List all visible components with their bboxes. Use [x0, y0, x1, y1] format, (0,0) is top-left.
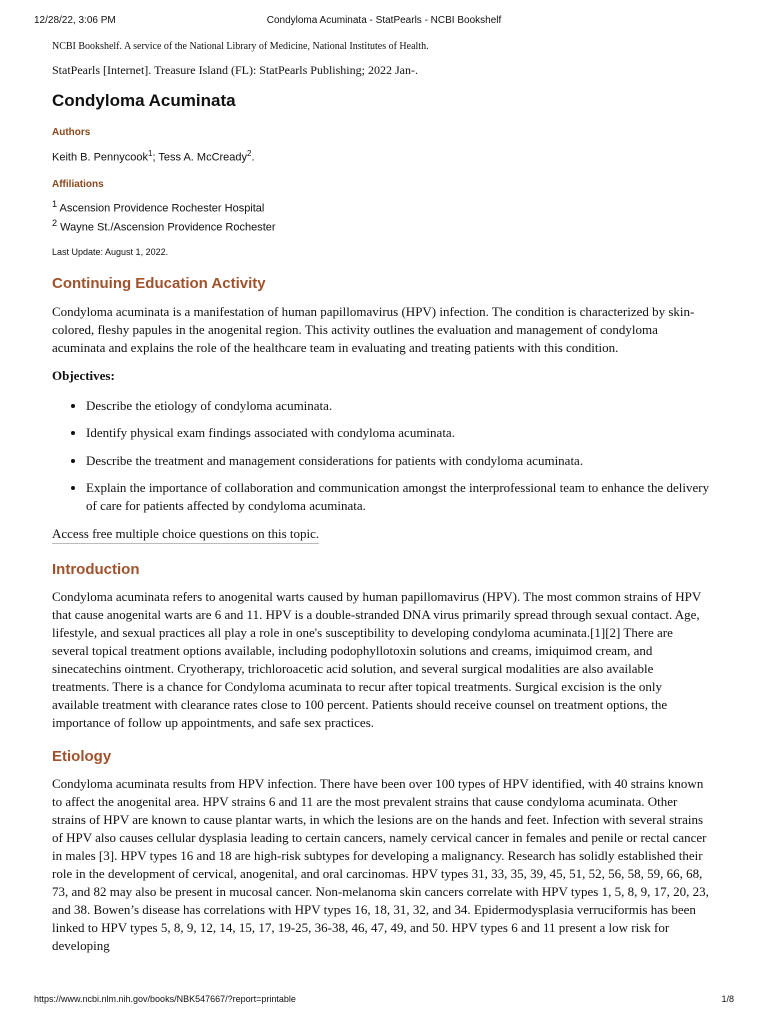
section-paragraph: Condyloma acuminata refers to anogenital warts caused by human papillomavirus (HPV). The most common strains of HPV that cause anogenital warts are 6 and 11. HPV is a double-stranded DNA virus primarily spread through sexual contact. Age, lifestyle, and sexual practices all play a role in one's susceptibility to developing condyloma acuminata.[1][2] There are several topical treatment options available, including podophyllotoxin solutions and creams, imiquimod cream, and sinecatechins ointment. Cryotherapy, trichloroacetic acid solution, and several surgical modalities are also available treatments. There is a chance for Condyloma acuminata to recur after topical treatments. Surgical excision is the only available treatment with clearance rates close to 100 percent. Patients should receive counsel on treatment options, the importance of follow up appointments, and safe sex practices.: [52, 588, 702, 730]
section-introduction: [52, 560, 712, 732]
section-continuing-education: [52, 274, 712, 543]
affiliation-text: Wayne St./Ascension Providence Rochester: [57, 221, 276, 234]
author-separator: .: [251, 151, 255, 164]
authors-label: Authors: [52, 127, 91, 138]
author-affiliation-ref[interactable]: 2: [247, 149, 252, 158]
ncbi-bookshelf-line: NCBI Bookshelf. A service of the National Library of Medicine, National Institutes of Health.: [52, 41, 429, 52]
access-questions-link[interactable]: Access free multiple choice questions on this topic.: [52, 526, 319, 544]
affiliation-item: [52, 216, 712, 236]
page-url: https://www.ncbi.nlm.nih.gov/books/NBK547667/?report=printable: [34, 994, 296, 1004]
affiliation-item: [52, 197, 712, 217]
print-document-title: Condyloma Acuminata - StatPearls - NCBI Bookshelf: [266, 15, 502, 26]
affiliation-text: Ascension Providence Rochester Hospital: [57, 202, 265, 215]
section-paragraph: Condyloma acuminata is a manifestation of human papillomavirus (HPV) infection. The condition is characterized by skin-colored, fleshy papules in the anogenital region. This activity outlines the evaluation and management of condyloma acuminata and explains the role of the healthcare team in evaluating and treating patients with this condition.: [52, 303, 695, 355]
affiliations-list: [52, 197, 712, 236]
authors-list: [52, 146, 712, 166]
author-name[interactable]: Keith B. Pennycook: [52, 151, 149, 164]
affiliation-number: 2: [52, 218, 58, 229]
page-title: Condyloma Acuminata: [52, 91, 236, 110]
section-heading: Etiology: [52, 747, 112, 765]
author-affiliation-ref[interactable]: 1: [148, 149, 153, 158]
list-item: • Describe the etiology of condyloma acuminata.: [86, 397, 712, 415]
section-etiology: [52, 747, 712, 955]
access-questions: [52, 525, 712, 543]
author-name[interactable]: Tess A. McCready: [158, 151, 248, 164]
print-datetime: 12/28/22, 3:06 PM: [34, 15, 116, 26]
list-item: • Identify physical exam findings associated with condyloma acuminata.: [86, 424, 712, 442]
citation: StatPearls [Internet]. Treasure Island (FL): StatPearls Publishing; 2022 Jan-.: [52, 63, 418, 77]
last-update: Last Update: August 1, 2022.: [52, 246, 169, 257]
affiliation-number: 1: [52, 198, 58, 209]
print-footer: [34, 994, 734, 1004]
objectives-list: [52, 397, 712, 516]
objectives-label: Objectives:: [52, 367, 115, 383]
author-separator: ;: [152, 151, 159, 164]
article: [52, 40, 712, 955]
section-heading: Continuing Education Activity: [52, 274, 266, 292]
page-number: 1/8: [721, 994, 734, 1004]
affiliations-label: Affiliations: [52, 178, 104, 190]
list-item: • Describe the treatment and management considerations for patients with condyloma acuminata.: [86, 452, 712, 470]
section-paragraph: Condyloma acuminata results from HPV infection. There have been over 100 types of HPV identified, with 40 strains known to affect the anogenital area. HPV strains 6 and 11 are the most prevalent strains that cause condyloma acuminata. Other strains of HPV are known to cause plantar warts, in which the lesions are on the hands and feet. Infection with several strains of HPV also causes cellular dysplasia leading to certain cancers, namely cervical cancer in females and penile or rectal cancer in males [3]. HPV types 16 and 18 are high-risk subtypes for developing a malignancy. Research has solidly established their role in the development of cervical, anogenital, and oral carcinomas. HPV types 31, 33, 35, 39, 45, 51, 52, 56, 58, 59, 66, 68, 73, and 82 may also be present in mucosal cancer. Non-melanoma skin cancers correlate with HPV types 1, 5, 8, 9, 17, 20, 23, and 38. Bowen’s disease has correlations with HPV types 16, 18, 31, 32, and 34. Epidermodysplasia verruciformis has been linked to HPV types 5, 8, 9, 12, 14, 15, 17, 19-25, 36-38, 46, 47, 49, and 50. HPV types 6 and 11 present a low risk for developing: [52, 775, 709, 953]
list-item: • Explain the importance of collaboration and communication amongst the interprofessional team to enhance the delivery of care for patients affected by condyloma acuminata.: [86, 479, 712, 515]
section-heading: Introduction: [52, 560, 140, 578]
